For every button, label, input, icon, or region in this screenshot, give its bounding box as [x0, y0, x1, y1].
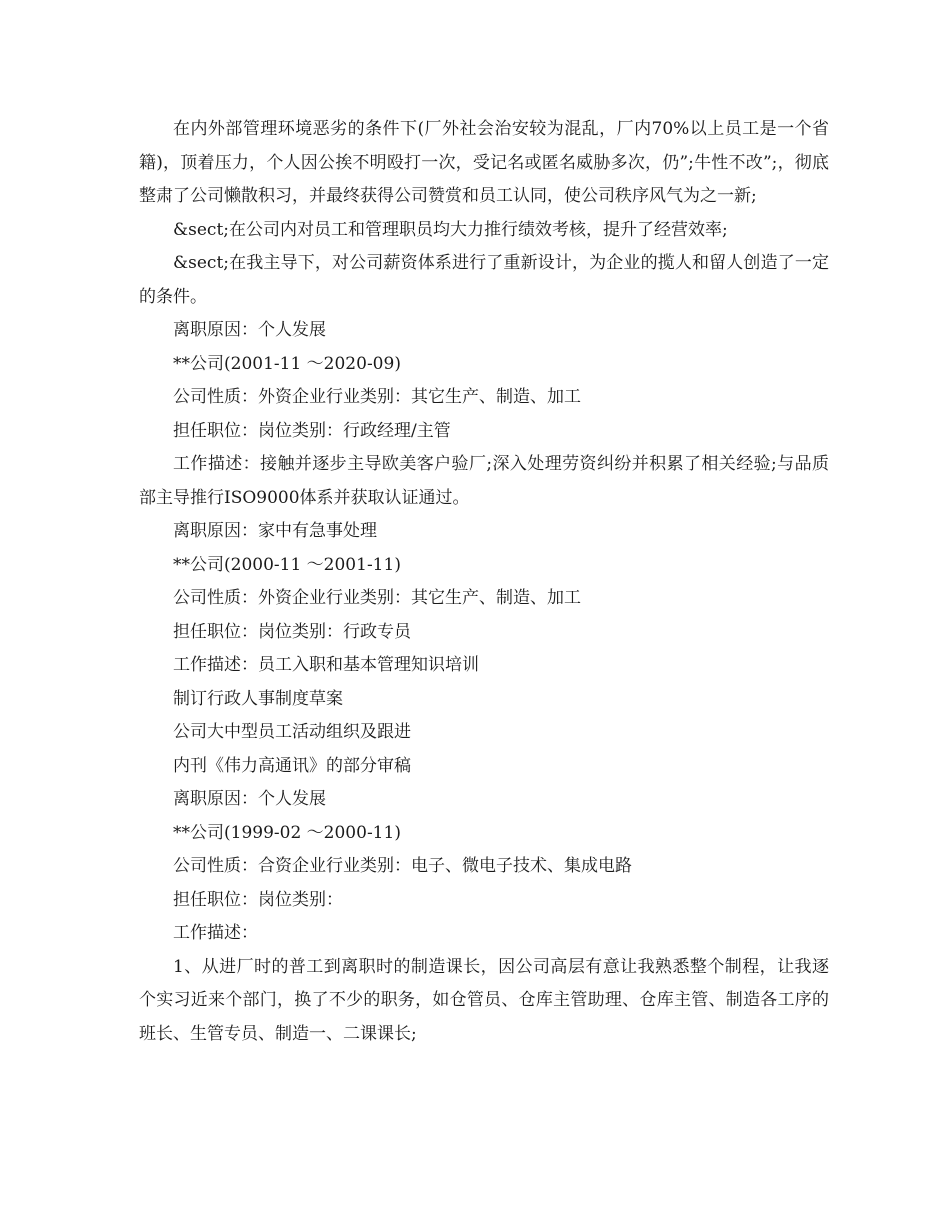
paragraph-position-2: 担任职位：岗位类别：行政专员: [173, 621, 411, 642]
document-body: [139, 113, 829, 1051]
paragraph-duty-newsletter: 内刊《伟力高通讯》的部分审稿: [173, 755, 411, 776]
paragraph-career-progression: 1、从进厂时的普工到离职时的制造课长，因公司高层有意让我熟悉整个制程，让我逐个实习近来个部门，换了不少的职务，如仓管员、仓库主管助理、仓库主管、制造各工序的班长、生管专员、制造一、二课课长;: [139, 956, 829, 1044]
paragraph-position-1: 担任职位：岗位类别：行政经理/主管: [173, 420, 451, 441]
paragraph-company-3: **公司(1999-02 ～2000-11): [173, 822, 401, 843]
paragraph-salary-system: &sect;在我主导下，对公司薪资体系进行了重新设计，为企业的揽人和留人创造了一定的条件。: [139, 253, 829, 307]
paragraph-job-description-2: 工作描述：员工入职和基本管理知识培训: [173, 655, 479, 675]
paragraph-job-description-3: 工作描述：: [173, 923, 258, 943]
paragraph-duty-activities: 公司大中型员工活动组织及跟进: [173, 722, 411, 742]
paragraph-company-type-3: 公司性质：合资企业行业类别：电子、微电子技术、集成电路: [173, 856, 632, 876]
paragraph-management-achievement: 在内外部管理环境恶劣的条件下(厂外社会治安较为混乱，厂内70%以上员工是一个省籍)，顶着压力，个人因公挨不明殴打一次，受记名或匿名威胁多次，仍”;牛性不改”;，彻底整肃了公司懒散积习，并最终获得公司赞赏和员工认同，使公司秩序风气为之一新;: [139, 119, 829, 206]
paragraph-company-1: **公司(2001-11 ～2020-09): [173, 353, 401, 374]
paragraph-job-description-1: 工作描述：接触并逐步主导欧美客户验厂;深入处理劳资纠纷并积累了相关经验;与品质部主导推行ISO9000体系并获取认证通过。: [139, 454, 829, 508]
paragraph-performance-review: &sect;在公司内对员工和管理职员均大力推行绩效考核，提升了经营效率;: [173, 219, 728, 240]
paragraph-company-2: **公司(2000-11 ～2001-11): [173, 554, 401, 575]
paragraph-leave-reason-3: 离职原因：个人发展: [173, 789, 326, 809]
paragraph-company-type-1: 公司性质：外资企业行业类别：其它生产、制造、加工: [173, 387, 581, 407]
paragraph-company-type-2: 公司性质：外资企业行业类别：其它生产、制造、加工: [173, 588, 581, 608]
paragraph-duty-policy-draft: 制订行政人事制度草案: [173, 688, 343, 709]
paragraph-leave-reason-1: 离职原因：个人发展: [173, 320, 326, 340]
paragraph-position-3: 担任职位：岗位类别：: [173, 889, 343, 910]
paragraph-leave-reason-2: 离职原因：家中有急事处理: [173, 521, 377, 541]
